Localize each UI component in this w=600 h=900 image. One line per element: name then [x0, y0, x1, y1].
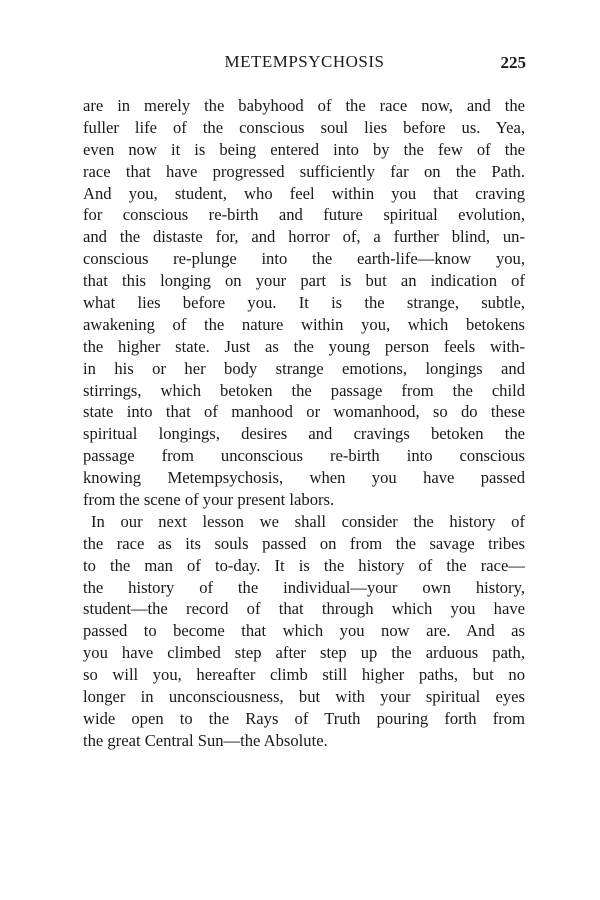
- text-line: spiritual longings, desires and cravings betoken the: [83, 424, 525, 444]
- text-line: And you, student, who feel within you that craving: [83, 183, 525, 203]
- text-line: the race as its souls passed on from the savage tribes: [83, 533, 525, 553]
- text-line: for conscious re-birth and future spiritual evolution,: [83, 205, 525, 225]
- text-line: longer in unconsciousness, but with your spiritual eyes: [83, 687, 525, 707]
- text-line: so will you, hereafter climb still higher paths, but no: [83, 665, 525, 685]
- paragraph-1: [83, 95, 525, 511]
- text-line: passage from unconscious re-birth into conscious: [83, 446, 525, 466]
- running-title: METEMPSYCHOSIS: [224, 52, 385, 71]
- text-line: even now it is being entered into by the few of the: [83, 139, 525, 159]
- text-line: and the distaste for, and horror of, a further blind, un-: [83, 227, 525, 247]
- text-line: In our next lesson we shall consider the history of: [91, 511, 525, 531]
- text-line: passed to become that which you now are. And as: [83, 621, 525, 641]
- text-line: stirrings, which betoken the passage from the child: [83, 380, 525, 400]
- text-line: in his or her body strange emotions, longings and: [83, 358, 525, 378]
- text-line: what lies before you. It is the strange, subtle,: [83, 293, 525, 313]
- running-header: [83, 52, 526, 76]
- page-number: 225: [500, 53, 526, 72]
- text-line: the great Central Sun—the Absolute.: [83, 730, 328, 750]
- text-line: are in merely the babyhood of the race now, and the: [83, 96, 525, 115]
- text-line: awakening of the nature within you, which betokens: [83, 314, 525, 334]
- page-body: [83, 95, 525, 752]
- text-line: state into that of manhood or womanhood, so do these: [83, 402, 525, 422]
- paragraph-2: [83, 511, 525, 752]
- text-line: student—the record of that through which you have: [83, 599, 525, 619]
- text-line: the higher state. Just as the young person feels with-: [83, 336, 525, 356]
- text-line: conscious re-plunge into the earth-life—know you,: [83, 249, 525, 269]
- text-line: race that have progressed sufficiently far on the Path.: [83, 161, 525, 181]
- text-line: that this longing on your part is but an indication of: [83, 271, 525, 291]
- text-line: the history of the individual—your own history,: [83, 577, 525, 597]
- text-line: fuller life of the conscious soul lies before us. Yea,: [83, 117, 525, 137]
- text-line: wide open to the Rays of Truth pouring forth from: [83, 708, 525, 728]
- text-line: from the scene of your present labors.: [83, 490, 335, 510]
- text-line: knowing Metempsychosis, when you have passed: [83, 468, 525, 488]
- text-line: to the man of to-day. It is the history of the race—: [83, 555, 525, 575]
- text-line: you have climbed step after step up the arduous path,: [83, 643, 525, 663]
